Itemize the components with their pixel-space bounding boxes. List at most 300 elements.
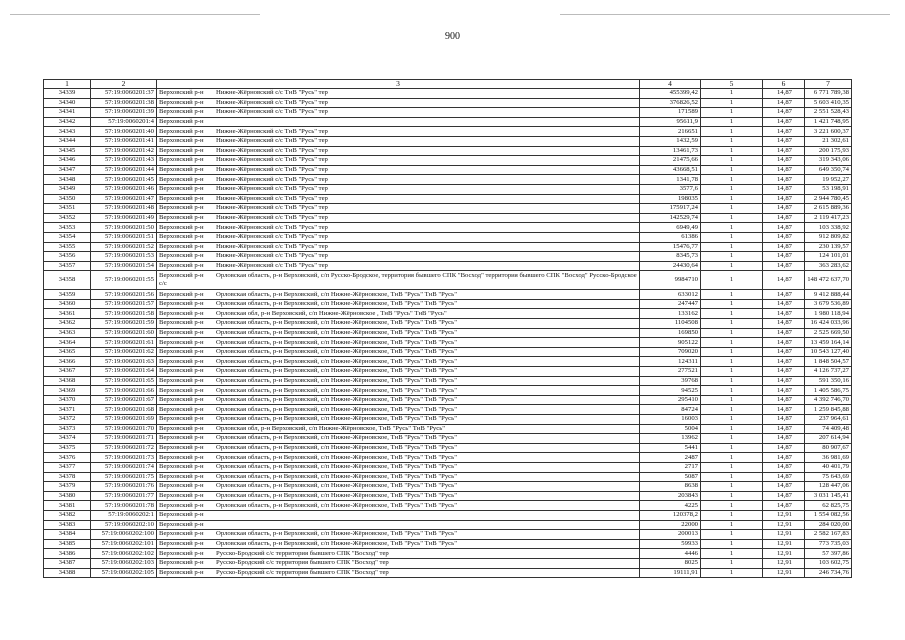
header-row	[44, 80, 852, 89]
address-text: Орловская область, р-н Верховский, с/п Нижне-Жёрновское, ТнВ "Русь" ТнВ "Русь"	[216, 540, 457, 548]
rate-cell: 14,87	[763, 319, 805, 329]
address-text: Русско-Бродский с/с территория бывшего СПК "Восход" тер	[216, 568, 389, 576]
column-header: 3	[157, 80, 640, 89]
quantity-cell: 1	[701, 530, 763, 540]
value-cell: 1 259 845,88	[805, 405, 852, 415]
row-number-cell: 34386	[44, 549, 91, 559]
table-row	[44, 136, 852, 146]
table-row	[44, 156, 852, 166]
value-cell: 1 405 586,75	[805, 386, 852, 396]
value-cell: 2 944 780,45	[805, 194, 852, 204]
area-cell: 84724	[640, 405, 701, 415]
rate-cell: 14,87	[763, 108, 805, 118]
quantity-cell: 1	[701, 252, 763, 262]
quantity-cell: 1	[701, 156, 763, 166]
value-cell: 74 409,48	[805, 424, 852, 434]
cadastral-number-cell: 57:19:0060201:61	[91, 338, 157, 348]
quantity-cell: 1	[701, 501, 763, 511]
table-row	[44, 338, 852, 348]
area-cell: 1104508	[640, 319, 701, 329]
cadastral-number-cell: 57:19:0060201:77	[91, 491, 157, 501]
column-header: 2	[91, 80, 157, 89]
cadastral-number-cell: 57:19:0060202:10	[91, 520, 157, 530]
quantity-cell: 1	[701, 290, 763, 300]
cadastral-number-cell: 57:19:0060202:1	[91, 510, 157, 520]
table-row	[44, 482, 852, 492]
row-number-cell: 34377	[44, 462, 91, 472]
quantity-cell: 1	[701, 108, 763, 118]
row-number-cell: 34342	[44, 117, 91, 127]
rate-cell: 14,87	[763, 482, 805, 492]
value-cell: 36 981,69	[805, 453, 852, 463]
address-text: Орловская обл, р-н Верховский, с/п Нижне-Жёрновское, ТнВ "Русь" ТнВ "Русь"	[216, 424, 446, 432]
row-number-cell: 34347	[44, 165, 91, 175]
cadastral-number-cell: 57:19:0060201:76	[91, 482, 157, 492]
address-text: Нижне-Жёрновский с/с ТнВ "Русь" тер	[216, 108, 328, 116]
cadastral-number-cell: 57:19:0060201:67	[91, 395, 157, 405]
cadastral-number-cell: 57:19:0060201:72	[91, 443, 157, 453]
cadastral-number-cell: 57:19:0060201:46	[91, 184, 157, 194]
value-cell: 246 734,76	[805, 568, 852, 578]
location-cell	[157, 328, 640, 338]
address-text: Орловская область, р-н Верховский, с/п Нижне-Жёрновское, ТнВ "Русь" ТнВ "Русь"	[216, 386, 457, 394]
cadastral-number-cell: 57:19:0060202:102	[91, 549, 157, 559]
quantity-cell: 1	[701, 338, 763, 348]
table-row	[44, 223, 852, 233]
address-text: Орловская область, р-н Верховский, с/п Нижне-Жёрновское, ТнВ "Русь" ТнВ "Русь"	[216, 415, 457, 423]
rate-cell: 14,87	[763, 462, 805, 472]
value-cell: 4 126 737,27	[805, 367, 852, 377]
row-number-cell: 34343	[44, 127, 91, 137]
location-cell	[157, 405, 640, 415]
column-header: 6	[763, 80, 805, 89]
location-cell	[157, 271, 640, 290]
table-row	[44, 558, 852, 568]
table-row	[44, 347, 852, 357]
row-number-cell: 34360	[44, 299, 91, 309]
quantity-cell: 1	[701, 89, 763, 99]
address-text: Орловская область, р-н Верховский, с/п Нижне-Жёрновское, ТнВ "Русь" ТнВ "Русь"	[216, 367, 457, 375]
location-cell	[157, 309, 640, 319]
cadastral-number-cell: 57:19:0060201:54	[91, 261, 157, 271]
table-row	[44, 453, 852, 463]
area-cell: 5441	[640, 443, 701, 453]
district-text: Верховский р-н	[159, 396, 204, 404]
quantity-cell: 1	[701, 443, 763, 453]
row-number-cell: 34382	[44, 510, 91, 520]
rate-cell: 12,91	[763, 568, 805, 578]
area-cell: 203843	[640, 491, 701, 501]
quantity-cell: 1	[701, 242, 763, 252]
district-text: Верховский р-н	[159, 405, 204, 413]
value-cell: 62 825,75	[805, 501, 852, 511]
district-text: Верховский р-н	[159, 482, 204, 490]
rate-cell: 14,87	[763, 165, 805, 175]
cadastral-number-cell: 57:19:0060201:52	[91, 242, 157, 252]
cadastral-number-cell: 57:19:0060201:63	[91, 357, 157, 367]
location-cell	[157, 290, 640, 300]
area-cell: 13461,73	[640, 146, 701, 156]
area-cell: 169850	[640, 328, 701, 338]
location-cell	[157, 395, 640, 405]
area-cell: 24430,64	[640, 261, 701, 271]
quantity-cell: 1	[701, 299, 763, 309]
area-cell: 376826,52	[640, 98, 701, 108]
rate-cell: 14,87	[763, 242, 805, 252]
row-number-cell: 34352	[44, 213, 91, 223]
cadastral-number-cell: 57:19:0060202:105	[91, 568, 157, 578]
table-row	[44, 491, 852, 501]
row-number-cell: 34388	[44, 568, 91, 578]
location-cell	[157, 98, 640, 108]
area-cell: 142529,74	[640, 213, 701, 223]
quantity-cell: 1	[701, 405, 763, 415]
quantity-cell: 1	[701, 357, 763, 367]
table-row	[44, 530, 852, 540]
district-text: Верховский р-н	[159, 540, 204, 548]
address-text: Нижне-Жёрновский с/с ТнВ "Русь" тер	[216, 204, 328, 212]
table-row	[44, 165, 852, 175]
value-cell: 40 401,79	[805, 462, 852, 472]
table-row	[44, 328, 852, 338]
cadastral-number-cell: 57:19:0060201:43	[91, 156, 157, 166]
area-cell: 295410	[640, 395, 701, 405]
quantity-cell: 1	[701, 165, 763, 175]
table-row	[44, 386, 852, 396]
area-cell: 905122	[640, 338, 701, 348]
table-row	[44, 319, 852, 329]
table-row	[44, 242, 852, 252]
quantity-cell: 1	[701, 386, 763, 396]
page-number: 900	[445, 31, 460, 42]
quantity-cell: 1	[701, 558, 763, 568]
value-cell: 103 602,75	[805, 558, 852, 568]
rate-cell: 14,87	[763, 136, 805, 146]
rate-cell: 14,87	[763, 309, 805, 319]
district-text: Верховский р-н	[159, 156, 204, 164]
table-row	[44, 309, 852, 319]
cadastral-number-cell: 57:19:0060201:44	[91, 165, 157, 175]
address-text: Орловская область, р-н Верховский, с/п Нижне-Жёрновское, ТнВ "Русь" ТнВ "Русь"	[216, 290, 457, 298]
quantity-cell: 1	[701, 213, 763, 223]
row-number-cell: 34358	[44, 271, 91, 290]
table-row	[44, 127, 852, 137]
value-cell: 6 771 789,38	[805, 89, 852, 99]
rate-cell: 14,87	[763, 424, 805, 434]
district-text: Верховский р-н	[159, 300, 204, 308]
row-number-cell: 34379	[44, 482, 91, 492]
location-cell	[157, 462, 640, 472]
district-text: Верховский р-н	[159, 137, 204, 145]
row-number-cell: 34353	[44, 223, 91, 233]
area-cell: 124311	[640, 357, 701, 367]
district-text: Верховский р-н	[159, 444, 204, 452]
district-text: Верховский р-н	[159, 261, 204, 269]
district-text: Верховский р-н	[159, 290, 204, 298]
location-cell	[157, 213, 640, 223]
address-text: Орловская область, р-н Верховский, с/п Нижне-Жёрновское, ТнВ "Русь" ТнВ "Русь"	[216, 338, 457, 346]
address-text: Орловская область, р-н Верховский, с/п Нижне-Жёрновское, ТнВ "Русь" ТнВ "Русь"	[216, 357, 457, 365]
table-row	[44, 415, 852, 425]
row-number-cell: 34378	[44, 472, 91, 482]
value-cell: 230 139,57	[805, 242, 852, 252]
district-text: Верховский р-н	[159, 415, 204, 423]
cadastral-number-cell: 57:19:0060201:69	[91, 415, 157, 425]
table-row	[44, 252, 852, 262]
rate-cell: 14,87	[763, 98, 805, 108]
value-cell: 2 615 889,36	[805, 204, 852, 214]
table-row	[44, 520, 852, 530]
location-cell	[157, 261, 640, 271]
cadastral-number-cell: 57:19:0060201:51	[91, 232, 157, 242]
address-text: Русско-Бродский с/с территория бывшего СПК "Восход" тер	[216, 559, 389, 567]
location-cell	[157, 108, 640, 118]
cadastral-number-cell: 57:19:0060201:47	[91, 194, 157, 204]
quantity-cell: 1	[701, 347, 763, 357]
area-cell: 2717	[640, 462, 701, 472]
quantity-cell: 1	[701, 472, 763, 482]
table-row	[44, 367, 852, 377]
area-cell: 200013	[640, 530, 701, 540]
rate-cell: 12,91	[763, 539, 805, 549]
value-cell: 148 472 637,70	[805, 271, 852, 290]
address-text: Нижне-Жёрновский с/с ТнВ "Русь" тер	[216, 194, 328, 202]
cadastral-number-cell: 57:19:0060201:40	[91, 127, 157, 137]
quantity-cell: 1	[701, 127, 763, 137]
cadastral-number-cell: 57:19:0060201:48	[91, 204, 157, 214]
district-text: Верховский р-н	[159, 194, 204, 202]
address-text: Орловская область, р-н Верховский, с/п Нижне-Жёрновское, ТнВ "Русь" ТнВ "Русь"	[216, 319, 457, 327]
rate-cell: 14,87	[763, 252, 805, 262]
address-text: Орловская область, р-н Верховский, с/п Нижне-Жёрновское, ТнВ "Русь" ТнВ "Русь"	[216, 328, 457, 336]
area-cell: 120378,2	[640, 510, 701, 520]
district-text: Верховский р-н	[159, 272, 204, 280]
table-row	[44, 194, 852, 204]
value-cell: 1 848 504,57	[805, 357, 852, 367]
value-cell: 207 614,94	[805, 434, 852, 444]
row-number-cell: 34373	[44, 424, 91, 434]
value-cell: 9 412 888,44	[805, 290, 852, 300]
address-text: Нижне-Жёрновский с/с ТнВ "Русь" тер	[216, 214, 328, 222]
location-cell	[157, 223, 640, 233]
table-row	[44, 271, 852, 290]
area-cell: 198035	[640, 194, 701, 204]
rate-cell: 14,87	[763, 232, 805, 242]
district-text: Верховский р-н	[159, 520, 204, 528]
location-cell	[157, 434, 640, 444]
district-text: Верховский р-н	[159, 108, 204, 116]
district-text: Верховский р-н	[159, 175, 204, 183]
cadastral-number-cell: 57:19:0060201:73	[91, 453, 157, 463]
address-text: Орловская область, р-н Верховский, с/п Нижне-Жёрновское, ТнВ "Русь" ТнВ "Русь"	[216, 300, 457, 308]
value-cell: 319 343,06	[805, 156, 852, 166]
row-number-cell: 34387	[44, 558, 91, 568]
table-row	[44, 472, 852, 482]
table-row	[44, 117, 852, 127]
cadastral-number-cell: 57:19:0060201:75	[91, 472, 157, 482]
district-text: Верховский р-н	[159, 472, 204, 480]
address-text: Орловская область, р-н Верховский, с/п Нижне-Жёрновское, ТнВ "Русь" ТнВ "Русь"	[216, 530, 457, 538]
area-cell: 59933	[640, 539, 701, 549]
cadastral-number-cell: 57:19:0060201:57	[91, 299, 157, 309]
cadastral-number-cell: 57:19:0060201:55	[91, 271, 157, 290]
row-number-cell: 34357	[44, 261, 91, 271]
value-cell: 103 338,92	[805, 223, 852, 233]
area-cell: 8638	[640, 482, 701, 492]
table-row	[44, 213, 852, 223]
location-cell	[157, 156, 640, 166]
area-cell: 9984710	[640, 271, 701, 290]
district-text: Верховский р-н	[159, 453, 204, 461]
district-text: Верховский р-н	[159, 118, 204, 126]
row-number-cell: 34354	[44, 232, 91, 242]
location-cell	[157, 319, 640, 329]
area-cell: 4225	[640, 501, 701, 511]
value-cell: 80 907,67	[805, 443, 852, 453]
district-text: Верховский р-н	[159, 463, 204, 471]
value-cell: 200 175,93	[805, 146, 852, 156]
district-text: Верховский р-н	[159, 89, 204, 97]
table-row	[44, 204, 852, 214]
cadastral-number-cell: 57:19:0060202:101	[91, 539, 157, 549]
quantity-cell: 1	[701, 223, 763, 233]
value-cell: 773 735,03	[805, 539, 852, 549]
quantity-cell: 1	[701, 175, 763, 185]
area-cell: 709020	[640, 347, 701, 357]
cadastral-number-cell: 57:19:0060201:64	[91, 367, 157, 377]
address-text: Нижне-Жёрновский с/с ТнВ "Русь" тер	[216, 146, 328, 154]
address-text: Орловская область, р-н Верховский, с/п Нижне-Жёрновское, ТнВ "Русь" ТнВ "Русь"	[216, 501, 457, 509]
table-row	[44, 501, 852, 511]
rate-cell: 14,87	[763, 491, 805, 501]
row-number-cell: 34367	[44, 367, 91, 377]
quantity-cell: 1	[701, 136, 763, 146]
address-text: Нижне-Жёрновский с/с ТнВ "Русь" тер	[216, 233, 328, 241]
table-row	[44, 510, 852, 520]
scan-artifact-line	[10, 14, 260, 15]
row-number-cell: 34383	[44, 520, 91, 530]
quantity-cell: 1	[701, 549, 763, 559]
value-cell: 16 424 033,96	[805, 319, 852, 329]
rate-cell: 12,91	[763, 530, 805, 540]
cadastral-number-cell: 57:19:0060201:71	[91, 434, 157, 444]
rate-cell: 14,87	[763, 271, 805, 290]
location-cell	[157, 482, 640, 492]
quantity-cell: 1	[701, 204, 763, 214]
location-cell	[157, 117, 640, 127]
column-header: 7	[805, 80, 852, 89]
row-number-cell: 34364	[44, 338, 91, 348]
district-text: Верховский р-н	[159, 501, 204, 509]
table-row	[44, 443, 852, 453]
rate-cell: 14,87	[763, 261, 805, 271]
district-text: Верховский р-н	[159, 223, 204, 231]
location-cell	[157, 347, 640, 357]
quantity-cell: 1	[701, 261, 763, 271]
rate-cell: 14,87	[763, 367, 805, 377]
address-text: Орловская область, р-н Верховский, с/п Русско-Бродское, территория бывшего СПК "Восход" территория бывшего СПК "Восход" Русско-Бродское с/с	[159, 272, 637, 288]
column-header: 4	[640, 80, 701, 89]
location-cell	[157, 357, 640, 367]
rate-cell: 12,91	[763, 549, 805, 559]
area-cell: 8345,73	[640, 252, 701, 262]
location-cell	[157, 299, 640, 309]
address-text: Орловская область, р-н Верховский, с/п Нижне-Жёрновское, ТнВ "Русь" ТнВ "Русь"	[216, 463, 457, 471]
quantity-cell: 1	[701, 376, 763, 386]
table-row	[44, 108, 852, 118]
district-text: Верховский р-н	[159, 568, 204, 576]
cadastral-number-cell: 57:19:0060201:50	[91, 223, 157, 233]
rate-cell: 14,87	[763, 472, 805, 482]
area-cell: 5004	[640, 424, 701, 434]
address-text: Орловская область, р-н Верховский, с/п Нижне-Жёрновское, ТнВ "Русь" ТнВ "Русь"	[216, 376, 457, 384]
district-text: Верховский р-н	[159, 166, 204, 174]
area-cell: 216651	[640, 127, 701, 137]
row-number-cell: 34361	[44, 309, 91, 319]
area-cell: 2487	[640, 453, 701, 463]
address-text: Нижне-Жёрновский с/с ТнВ "Русь" тер	[216, 127, 328, 135]
cadastral-number-cell: 57:19:0060201:59	[91, 319, 157, 329]
quantity-cell: 1	[701, 568, 763, 578]
location-cell	[157, 376, 640, 386]
quantity-cell: 1	[701, 98, 763, 108]
address-text: Нижне-Жёрновский с/с ТнВ "Русь" тер	[216, 242, 328, 250]
column-header: 1	[44, 80, 91, 89]
district-text: Верховский р-н	[159, 185, 204, 193]
address-text: Нижне-Жёрновский с/с ТнВ "Русь" тер	[216, 89, 328, 97]
address-text: Нижне-Жёрновский с/с ТнВ "Русь" тер	[216, 185, 328, 193]
value-cell: 2 119 417,23	[805, 213, 852, 223]
district-text: Верховский р-н	[159, 127, 204, 135]
table-row	[44, 376, 852, 386]
district-text: Верховский р-н	[159, 146, 204, 154]
rate-cell: 14,87	[763, 204, 805, 214]
row-number-cell: 34355	[44, 242, 91, 252]
value-cell: 1 554 082,56	[805, 510, 852, 520]
location-cell	[157, 558, 640, 568]
quantity-cell: 1	[701, 520, 763, 530]
row-number-cell: 34375	[44, 443, 91, 453]
location-cell	[157, 386, 640, 396]
district-text: Верховский р-н	[159, 98, 204, 106]
value-cell: 649 350,74	[805, 165, 852, 175]
district-text: Верховский р-н	[159, 233, 204, 241]
cadastral-number-cell: 57:19:0060201:70	[91, 424, 157, 434]
rate-cell: 14,87	[763, 501, 805, 511]
district-text: Верховский р-н	[159, 348, 204, 356]
cadastral-number-cell: 57:19:0060201:53	[91, 252, 157, 262]
district-text: Верховский р-н	[159, 424, 204, 432]
area-cell: 39768	[640, 376, 701, 386]
value-cell: 284 020,00	[805, 520, 852, 530]
address-text: Орловская область, р-н Верховский, с/п Нижне-Жёрновское, ТнВ "Русь" ТнВ "Русь"	[216, 453, 457, 461]
area-cell: 4446	[640, 549, 701, 559]
location-cell	[157, 194, 640, 204]
area-cell: 22000	[640, 520, 701, 530]
location-cell	[157, 146, 640, 156]
quantity-cell: 1	[701, 117, 763, 127]
district-text: Верховский р-н	[159, 367, 204, 375]
value-cell: 2 582 167,83	[805, 530, 852, 540]
quantity-cell: 1	[701, 424, 763, 434]
table-row	[44, 405, 852, 415]
area-cell: 1341,78	[640, 175, 701, 185]
table-row	[44, 299, 852, 309]
row-number-cell: 34341	[44, 108, 91, 118]
value-cell: 1 980 118,94	[805, 309, 852, 319]
quantity-cell: 1	[701, 510, 763, 520]
address-text: Орловская область, р-н Верховский, с/п Нижне-Жёрновское, ТнВ "Русь" ТнВ "Русь"	[216, 434, 457, 442]
